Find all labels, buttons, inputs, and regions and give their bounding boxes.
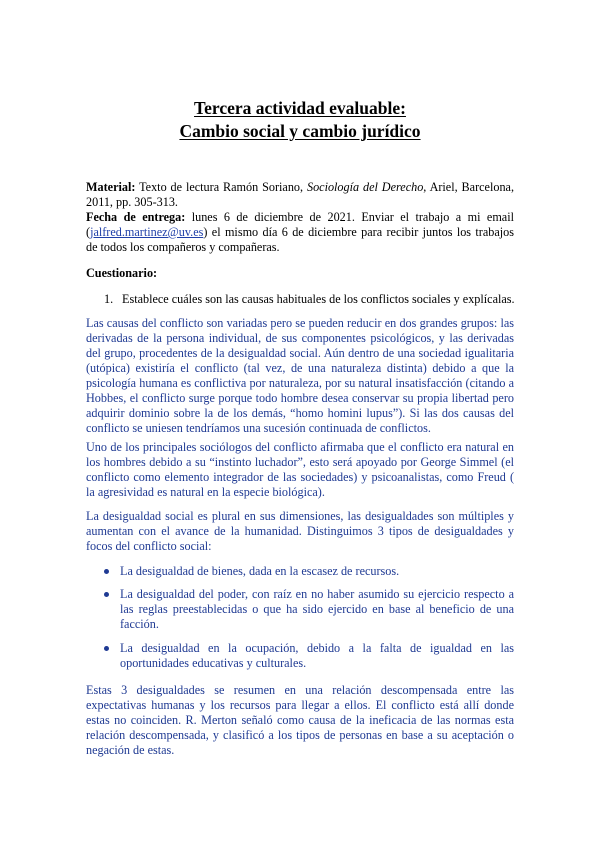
material-book-title: Sociología del Derecho bbox=[306, 180, 424, 194]
delivery-label: Fecha de entrega: bbox=[86, 210, 186, 224]
list-item-text: La desigualdad de bienes, dada en la escasez de recursos. bbox=[120, 564, 400, 578]
delivery-line bbox=[86, 210, 514, 255]
answer-paragraph-3: La desigualdad social es plural en sus dimensiones, las desigualdades son múltiples y aumentan con el avance de la humanidad. Distinguimos 3 tipos de desigualdades y focos del conflicto social: bbox=[86, 509, 514, 553]
bullet-icon bbox=[104, 592, 109, 597]
answer-paragraph-2: Uno de los principales sociólogos del conflicto afirmaba que el conflicto era natural en los hombres debido a su “instinto luchador”, esto será apoyado por George Simmel (el conflicto como elemento integrador de las sociedades) y psicoanalistas, como Freud ( la agresividad es natural en la especie biológica). bbox=[86, 440, 514, 499]
bullet-icon bbox=[104, 569, 109, 574]
material-line bbox=[86, 180, 514, 210]
material-label: Material: bbox=[86, 180, 136, 194]
bullet-icon bbox=[104, 646, 109, 651]
answer-paragraph-1: Las causas del conflicto son variadas pero se pueden reducir en dos grandes grupos: las derivadas de la persona individual, de sus componentes psicológicos, y las derivadas del grupo, procedentes de la desigualdad social. Aún dentro de una sociedad igualitaria (utópica) existiría el conflicto (tal vez, de una naturaleza distinta) debido a que la psicología humana es conflictiva por naturaleza, por su natural insatisfacción (citando a Hobbes, el conflicto surge porque todo hombre desea conservar su propia libertad pero adquirir dominio sobre la de los demás, “homo homini lupus”). Si las dos causas del conflicto se uniesen tendríamos una sucesión continuada de conflictos. bbox=[86, 316, 514, 435]
document-title-line2: Cambio social y cambio jurídico bbox=[179, 121, 421, 141]
answer-closing-paragraph: Estas 3 desigualdades se resumen en una relación descompensada entre las expectativas humanas y los recursos para llegar a ellos. El conflicto está allí donde estas no coinciden. R. Merton señaló como causa de la ineficacia de las normas esta relación descompensada, y clasificó a los tipos de personas en base a su aceptación o negación de estas. bbox=[86, 683, 514, 757]
assignment-details bbox=[86, 180, 514, 255]
list-item-text: La desigualdad en la ocupación, debido a la falta de igualdad en las oportunidades educativas y culturales. bbox=[120, 641, 514, 670]
question-number: 1. bbox=[104, 292, 114, 306]
material-text-before: Texto de lectura Ramón Soriano, bbox=[135, 180, 307, 194]
email-link[interactable]: jalfred.martinez@uv.es bbox=[90, 225, 204, 239]
document-title-line1: Tercera actividad evaluable: bbox=[194, 98, 406, 118]
question-text: Establece cuáles son las causas habituales de los conflictos sociales y explícalas. bbox=[122, 292, 515, 306]
material-text-after: , Ariel, Barcelona, 2011, pp. 305-313. bbox=[86, 180, 514, 209]
questionnaire-heading: Cuestionario: bbox=[86, 266, 158, 280]
question-item bbox=[104, 292, 524, 307]
delivery-text-before: lunes 6 de diciembre de 2021. Enviar el trabajo a mi email ( bbox=[86, 210, 514, 239]
delivery-text-after: ) el mismo día 6 de diciembre para recibir juntos los trabajos de todos los compañeros y compañeras. bbox=[86, 225, 514, 254]
list-item-text: La desigualdad del poder, con raíz en no haber asumido su ejercicio respecto a las reglas preestablecidas o que ha sido ejercido en base al beneficio de una facción. bbox=[120, 587, 514, 631]
